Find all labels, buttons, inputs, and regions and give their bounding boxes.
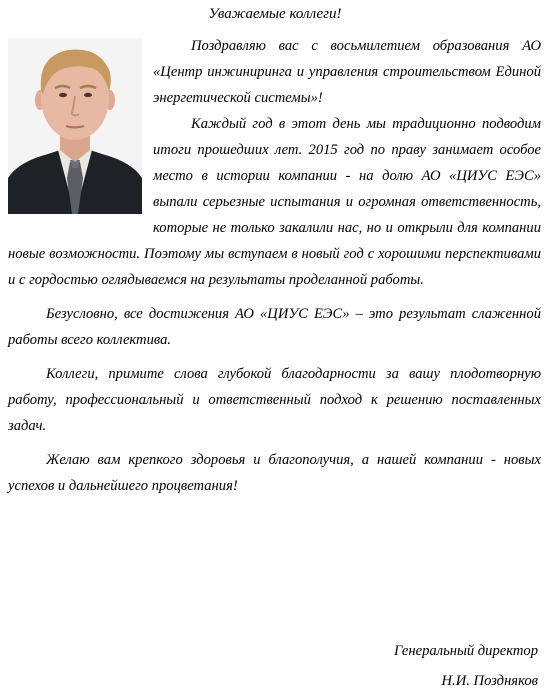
paragraph-gratitude: Коллеги, примите слова глубокой благодарности за вашу плодотворную работу, профессиональный и ответственный подход к решению поставленных задач. (8, 366, 541, 434)
signature-position: Генеральный директор (394, 643, 538, 659)
photo-spacer (8, 33, 153, 235)
signature-block (394, 636, 538, 696)
letter-body (8, 33, 541, 507)
signature-name: Н.И. Поздняков (441, 673, 538, 689)
paragraph-results: Каждый год в этот день мы традиционно подводим итоги прошедших лет. 2015 год по праву занимает особое место в истории компании - на долю АО «ЦИУС ЕЭС» выпали серьезные испытания и огромная ответственность, которые не только закалили нас, но и открыли для компании новые возможности. Поэтому мы вступаем в новый год с хорошими перспективами и с гордостью оглядываемся на результаты проделанной работы. (8, 116, 541, 288)
paragraph-anniversary: Поздравляю вас с восьмилетием образования АО «Центр инжиниринга и управления строительством Единой энергетической системы»! (153, 38, 541, 106)
paragraph-wishes: Желаю вам крепкого здоровья и благополучия, а нашей компании - новых успехов и дальнейшего процветания! (8, 452, 541, 494)
letter-greeting: Уважаемые коллеги! (208, 6, 342, 22)
paragraph-team: Безусловно, все достижения АО «ЦИУС ЕЭС» – это результат слаженной работы всего коллектива. (8, 306, 541, 348)
